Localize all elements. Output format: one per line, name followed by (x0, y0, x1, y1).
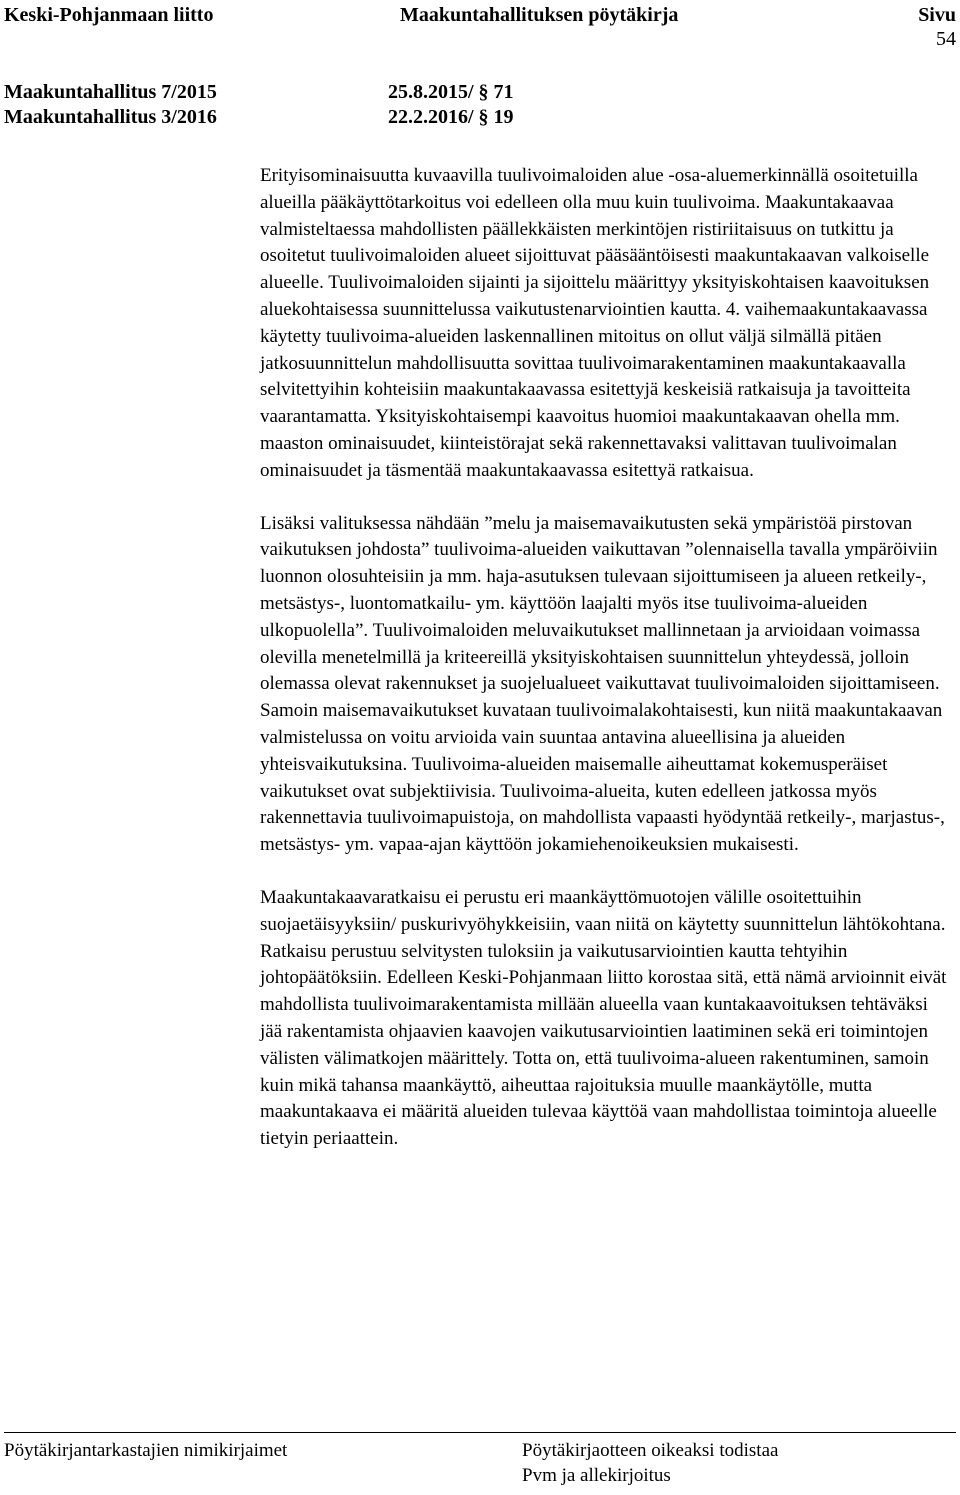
meeting-name: Maakuntahallitus 3/2016 (4, 106, 217, 128)
footer-divider (4, 1432, 956, 1433)
footer-certification (522, 1438, 778, 1488)
body-text (260, 163, 952, 1179)
footer-certification-label: Pöytäkirjaotteen oikeaksi todistaa (522, 1440, 779, 1461)
page-number: 54 (936, 28, 956, 50)
body-paragraph: Lisäksi valituksessa nähdään ”melu ja maisemavaikutusten sekä ympäristöä pirstovan vaikutuksen johdosta” tuulivoima-alueiden vaikuttavan ”olennaisella tavalla ympäröiviin luonnon olosuhteisiin ja mm. haja-asutuksen tulevaan sijoittumiseen ja alueen retkeily-, metsästys-, luontomatkailu- ym. käyttöön laajalti myös itse tuulivoima-alueiden ulkopuolella”. Tuulivoimaloiden meluvaikutukset mallinnetaan ja arvioidaan voimassa olevilla menetelmillä ja kriteereillä yksityiskohtaisen suunnittelun yhteydessä, jolloin olemassa olevat rakennukset ja suojelualueet vaikuttavat tuulivoimaloiden sijoittamiseen. Samoin maisemavaikutukset kuvataan tuulivoimalakohtaisesti, kun niitä maakuntakaavan valmistelussa on voitu arvioida vain suuntaa antavina alueellisina ja alueiden yhteisvaikutuksina. Tuulivoima-alueiden maisemalle aiheuttamat kokemusperäiset vaikutukset ovat subjektiivisia. Tuulivoima-alueita, kuten edelleen jatkossa myös rakennettavia tuulivoimapuistoja, on mahdollista vapaasti hyödyntää retkeily-, marjastus-, metsästys- ym. vapaa-ajan käyttöön jokamiehenoikeuksien mukaisesti. (260, 512, 945, 856)
page-header (4, 2, 956, 32)
meeting-name: Maakuntahallitus 7/2015 (4, 81, 217, 103)
document-title: Maakuntahallituksen pöytäkirja (400, 4, 679, 26)
footer-date-signature-label: Pvm ja allekirjoitus (522, 1465, 671, 1486)
body-paragraph: Maakuntakaavaratkaisu ei perustu eri maankäyttömuotojen välille osoitettuihin suojaetäisyyksiin/ puskurivyöhykkeisiin, vaan niitä on käytetty suunnittelun lähtökohtana. Ratkaisu perustuu selvitysten tuloksiin ja vaikutusarviointien kautta tehtyihin johtopäätöksiin. Edelleen Keski-Pohjanmaan liitto korostaa sitä, että nämä arvioinnit eivät mahdollista tuulivoimarakentamista millään alueella vaan kuntakaavoituksen tehtäväksi jää rakentamista ohjaavien kaavojen vaikutusarviointien laatiminen sekä eri toimintojen välisten välimatkojen määrittely. Totta on, että tuulivoima-alueen rakentuminen, samoin kuin mikä tahansa maankäyttö, aiheuttaa rajoituksia muulle maankäytölle, mutta maakuntakaava ei määritä alueiden tulevaa käyttöä vaan mahdollistaa toimintoja alueelle tietyin periaattein. (260, 886, 947, 1150)
meeting-reference: 22.2.2016/ § 19 (388, 106, 514, 128)
organization-name: Keski-Pohjanmaan liitto (4, 4, 214, 26)
meeting-reference: 25.8.2015/ § 71 (388, 81, 514, 103)
body-paragraph: Erityisominaisuutta kuvaavilla tuulivoimaloiden alue -osa-aluemerkinnällä osoitetuilla alueilla pääkäyttötarkoitus voi edelleen olla muu kuin tuulivoima. Maakuntakaavaa valmisteltaessa mahdollisten päällekkäisten merkintöjen ristiriitaisuus on tutkittu ja osoitetut tuulivoimaloiden alueet sijoittuvat pääsääntöisesti maakuntakaavan valkoiselle alueelle. Tuulivoimaloiden sijainti ja sijoittelu määrittyy yksityiskohtaisen kaavoituksen aluekohtaisessa suunnittelussa vaikutustenarviointien kautta. 4. vaihemaakuntakaavassa käytetty tuulivoima-alueiden laskennallinen mitoitus on ollut väljä silmällä pitäen jatkosuunnittelun mahdollisuutta sovittaa tuulivoimarakentaminen maakuntakaavalla selvitettyihin kohteisiin maakuntakaavassa esitettyjä keskeisiä ratkaisuja ja tavoitteita vaarantamatta. Yksityiskohtaisempi kaavoitus huomioi maakuntakaavan ohella mm. maaston ominaisuudet, kiinteistörajat sekä rakennettavaksi valittavan tuulivoimalan ominaisuudet ja täsmentää maakuntakaavassa esitettyä ratkaisua. (260, 165, 930, 481)
footer-initials-label: Pöytäkirjantarkastajien nimikirjaimet (4, 1440, 288, 1461)
page-label: Sivu (918, 4, 956, 26)
